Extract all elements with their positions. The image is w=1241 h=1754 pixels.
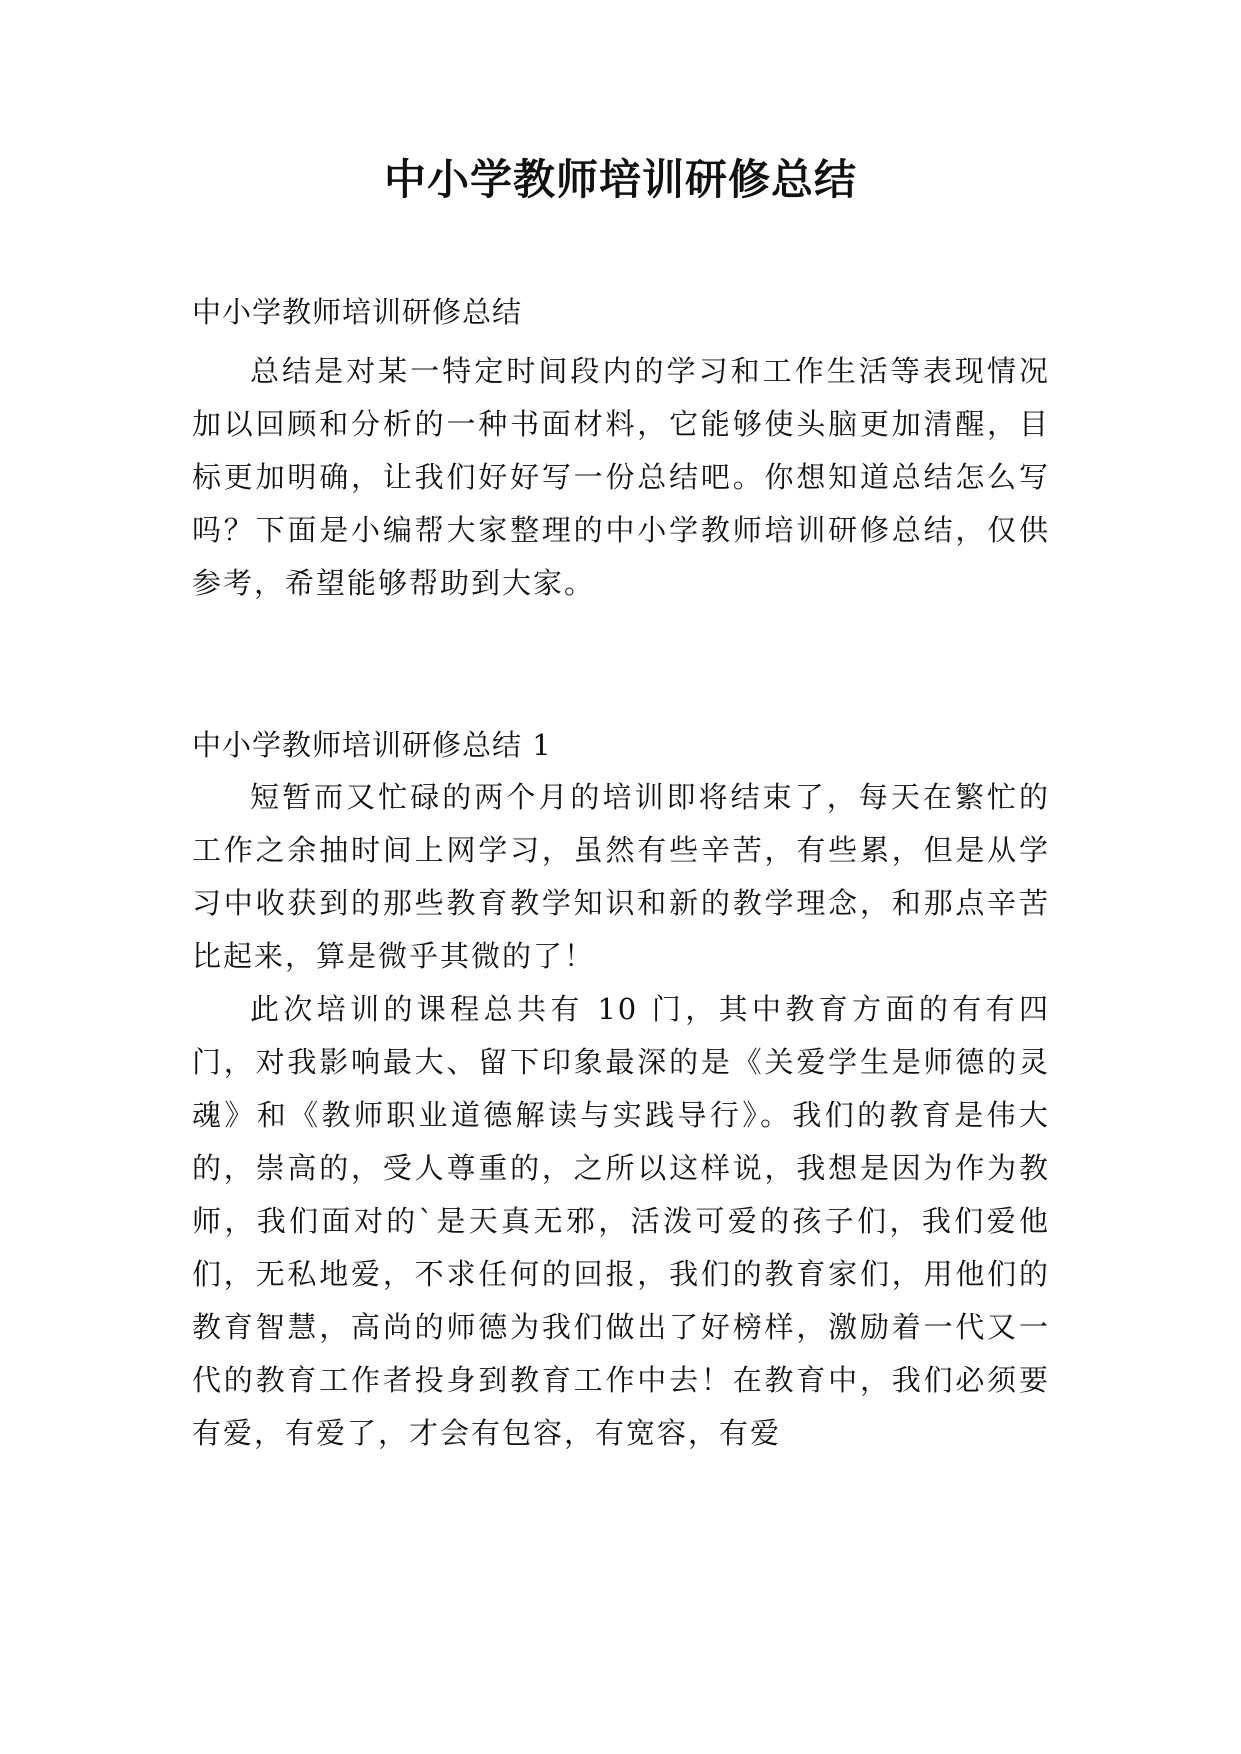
section-paragraph: 短暂而又忙碌的两个月的培训即将结束了，每天在繁忙的工作之余抽时间上网学习，虽然有些辛苦，有些累，但是从学习中收获到的那些教育教学知识和新的教学理念，和那点辛苦比起来，算是微乎其微的了！ [192, 780, 1050, 973]
section-spacer [192, 610, 1050, 725]
section-heading: 中小学教师培训研修总结 1 [192, 728, 552, 762]
document-body [192, 292, 1050, 1460]
document-title: 中小学教师培训研修总结 [383, 155, 857, 204]
intro-heading: 中小学教师培训研修总结 [192, 295, 523, 329]
section-paragraph: 此次培训的课程总共有 10 门，其中教育方面的有有四门，对我影响最大、留下印象最深的是《关爱学生是师德的灵魂》和《教师职业道德解读与实践导行》。我们的教育是伟大的，崇高的，受人尊重的，之所以这样说，我想是因为作为教师，我们面对的`是天真无邪，活泼可爱的孩子们，我们爱他们，无私地爱，不求任何的回报，我们的教育家们，用他们的教育智慧，高尚的师德为我们做出了好榜样，激励着一代又一代的教育工作者投身到教育工作中去！在教育中，我们必须要有爱，有爱了，才会有包容，有宽容，有爱 [192, 992, 1050, 1450]
intro-paragraph: 总结是对某一特定时间段内的学习和工作生活等表现情况加以回顾和分析的一种书面材料，它能够使头脑更加清醒，目标更加明确，让我们好好写一份总结吧。你想知道总结怎么写吗？下面是小编帮大家整理的中小学教师培训研修总结，仅供参考，希望能够帮助到大家。 [192, 354, 1050, 600]
